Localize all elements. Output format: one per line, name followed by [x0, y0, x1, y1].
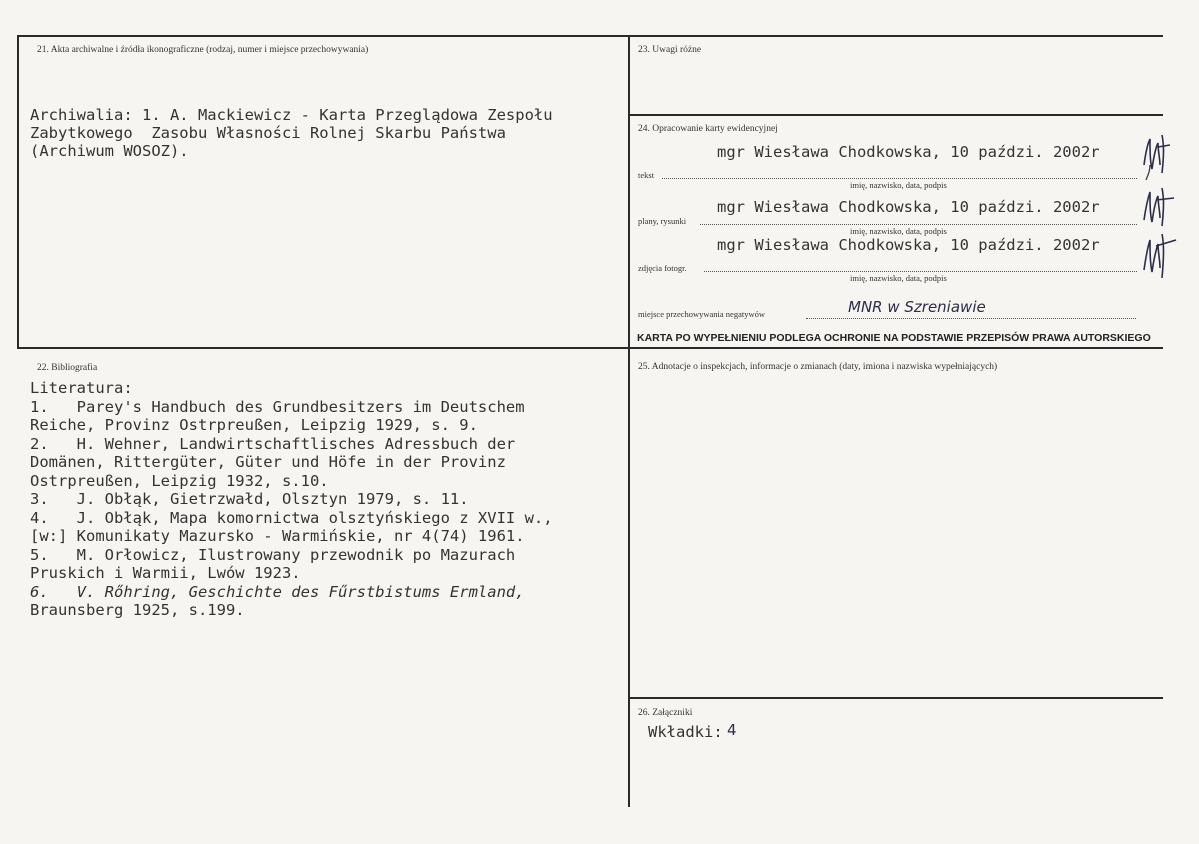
- negatives-label: miejsce przechowywania negatywów: [638, 309, 765, 319]
- bibliography-line-9: 5. M. Orłowicz, Ilustrowany przewodnik po Mazurach: [30, 546, 516, 564]
- section-22-title: 22. Bibliografia: [37, 363, 98, 373]
- photos-dotted-line: [704, 271, 1137, 272]
- plans-label: plany, rysunki: [638, 216, 687, 226]
- attachments-value: 4: [727, 721, 737, 739]
- signature-text: [1138, 125, 1174, 185]
- section-21-line-2: Zabytkowego Zasobu Własności Rolnej Skarbu Państwa: [30, 124, 506, 142]
- section-26-title: 26. Załączniki: [638, 708, 693, 718]
- section-24-title: 24. Opracowanie karty ewidencyjnej: [638, 124, 778, 134]
- photos-sub-label: imię, nazwisko, data, podpis: [850, 273, 947, 283]
- text-sub-label: imię, nazwisko, data, podpis: [850, 180, 947, 190]
- photos-author-value: mgr Wiesława Chodkowska, 10 paździ. 2002r: [717, 236, 1100, 254]
- bibliography-line-4: Domänen, Rittergüter, Güter und Höfe in der Provinz: [30, 453, 506, 471]
- attachments-label: Wkładki:: [648, 723, 723, 741]
- bibliography-line-8: [w:] Komunikaty Mazursko - Warmińskie, nr 4(74) 1961.: [30, 527, 525, 545]
- copyright-notice: KARTA PO WYPEŁNIENIU PODLEGA OCHRONIE NA PODSTAWIE PRZEPISÓW PRAWA AUTORSKIEGO: [637, 332, 1151, 344]
- middle-rule-left: [17, 347, 1163, 349]
- plans-dotted-line: [700, 224, 1137, 225]
- section-23-title: 23. Uwagi różne: [638, 45, 702, 55]
- text-label: tekst: [638, 170, 655, 180]
- bibliography-line-6: 3. J. Obłąk, Gietrzwałd, Olsztyn 1979, s. 11.: [30, 490, 469, 508]
- plans-sub-label: imię, nazwisko, data, podpis: [850, 226, 947, 236]
- text-author-value: mgr Wiesława Chodkowska, 10 paździ. 2002r: [717, 143, 1100, 161]
- bibliography-line-10: Pruskich i Warmii, Lwów 1923.: [30, 564, 301, 582]
- signature-plans: [1138, 180, 1178, 235]
- negatives-value: MNR w Szreniawie: [848, 298, 986, 316]
- negatives-dotted-line: [806, 318, 1136, 319]
- bibliography-line-3: 2. H. Wehner, Landwirtschaftlisches Adressbuch der: [30, 435, 516, 453]
- text-dotted-line: [662, 178, 1137, 179]
- bibliography-line-12: Braunsberg 1925, s.199.: [30, 601, 245, 619]
- rule-25-26: [628, 697, 1163, 699]
- bibliography-line-2: Reiche, Provinz Ostrpreußen, Leipzig 1929, s. 9.: [30, 416, 478, 434]
- photos-label: zdjęcia fotogr.: [638, 263, 687, 273]
- top-rule: [17, 35, 1163, 37]
- section-21-title: 21. Akta archiwalne i źródła ikonograficzne (rodzaj, numer i miejsce przechowywania): [37, 45, 369, 55]
- bibliography-line-7: 4. J. Obłąk, Mapa komornictwa olsztyńskiego z XVII w.,: [30, 509, 553, 527]
- section-25-title: 25. Adnotacje o inspekcjach, informacje o zmianach (daty, imiona i nazwiska wypełniających): [638, 362, 998, 372]
- center-rule: [628, 35, 630, 807]
- bibliography-line-0: Literatura:: [30, 379, 133, 397]
- plans-author-value: mgr Wiesława Chodkowska, 10 paździ. 2002r: [717, 198, 1100, 216]
- section-21-line-3: (Archiwum WOSOZ).: [30, 142, 189, 160]
- section-21-line-1: Archiwalia: 1. A. Mackiewicz - Karta Przeglądowa Zespołu: [30, 106, 553, 124]
- bibliography-line-5: Ostrpreußen, Leipzig 1932, s.10.: [30, 472, 329, 490]
- left-rule: [17, 35, 19, 349]
- bibliography-line-1: 1. Parey's Handbuch des Grundbesitzers im Deutschem: [30, 398, 525, 416]
- bibliography-line-11: 6. V. Rőhring, Geschichte des Fűrstbistums Ermland,: [30, 583, 525, 601]
- signature-photos: [1138, 228, 1178, 283]
- rule-23-24: [628, 114, 1163, 116]
